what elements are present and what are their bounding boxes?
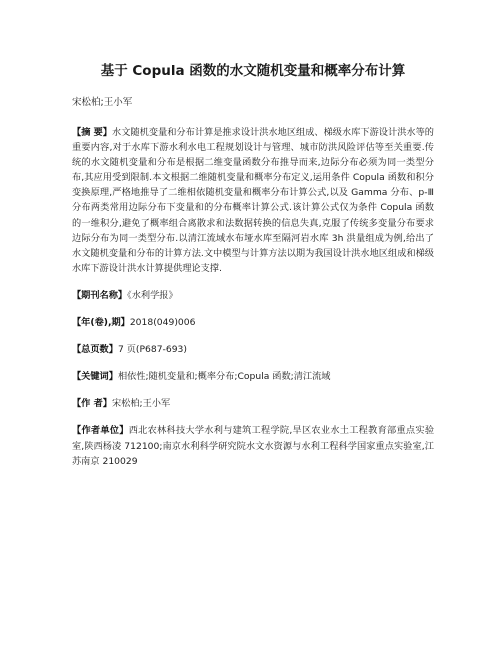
year-value: 2018(049)006 xyxy=(129,317,196,329)
journal-value: 《水利学报》 xyxy=(127,289,178,301)
pages-label: 【总页数】 xyxy=(72,344,118,356)
keywords-section xyxy=(72,369,434,384)
keywords-label: 【关键词】 xyxy=(72,371,118,383)
abstract-text: 水文随机变量和分布计算是推求设计洪水地区组成、梯级水库下游设计洪水等的重要内容,对于水库下游水利水电工程规划设计与管理、城市防洪风险评估等至关重要.传统的水文随机变量和分布是根据二维变量函数分布推导而来,边际分布必须为同一类型分布,其应用受到限制.本文根据二维随机变量和概率分布定义,运用条件 Copula 函数和积分变换原理,严格地推导了二维相依随机变量和概率分布计算公式,以及 Gamma 分布、p-Ⅲ分布两类常用边际分布下变量和的分布概率计算公式.该计算公式仅为条件 Copula 函数的一维积分,避免了概率组合离散求和法数据转换的信息失真,克服了传统多变量分布要求边际分布为同一类型分布.以清江流域水布垭水库至隔河岩水库 3h 洪量组成为例,给出了水文随机变量和分布的计算方法.文中模型与计算方法以期为我国设计洪水地区组成和梯级水库下游设计洪水计算提供理论支撑. xyxy=(72,127,434,274)
year-volume-issue-section xyxy=(72,315,434,330)
author-section xyxy=(72,396,434,411)
document-title: 基于 Copula 函数的水文随机变量和概率分布计算 xyxy=(100,63,406,79)
author-value: 宋松柏;王小军 xyxy=(111,398,171,410)
abstract-label: 【摘 要】 xyxy=(72,127,113,138)
pages-value: 7 页(P687-693) xyxy=(117,344,187,356)
affiliation-section xyxy=(72,423,434,468)
affiliation-value: 西北农林科技大学水利与建筑工程学院,旱区农业水土工程教育部重点实验室,陕西杨凌 712100;南京水利科学研究院水文水资源与水利工程科学国家重点实验室,江苏南京 210029 xyxy=(72,425,435,467)
keywords-value: 相依性;随机变量和;概率分布;Copula 函数;清江流域 xyxy=(117,371,331,383)
journal-label: 【期刊名称】 xyxy=(72,289,128,301)
author-label: 【作 者】 xyxy=(72,398,112,410)
year-label: 【年(卷),期】 xyxy=(72,317,130,329)
journal-section xyxy=(72,288,434,303)
affiliation-label: 【作者单位】 xyxy=(72,425,129,437)
author-line: 宋松柏;王小军 xyxy=(72,97,133,108)
page-count-section xyxy=(72,342,434,357)
abstract-section xyxy=(72,125,434,276)
